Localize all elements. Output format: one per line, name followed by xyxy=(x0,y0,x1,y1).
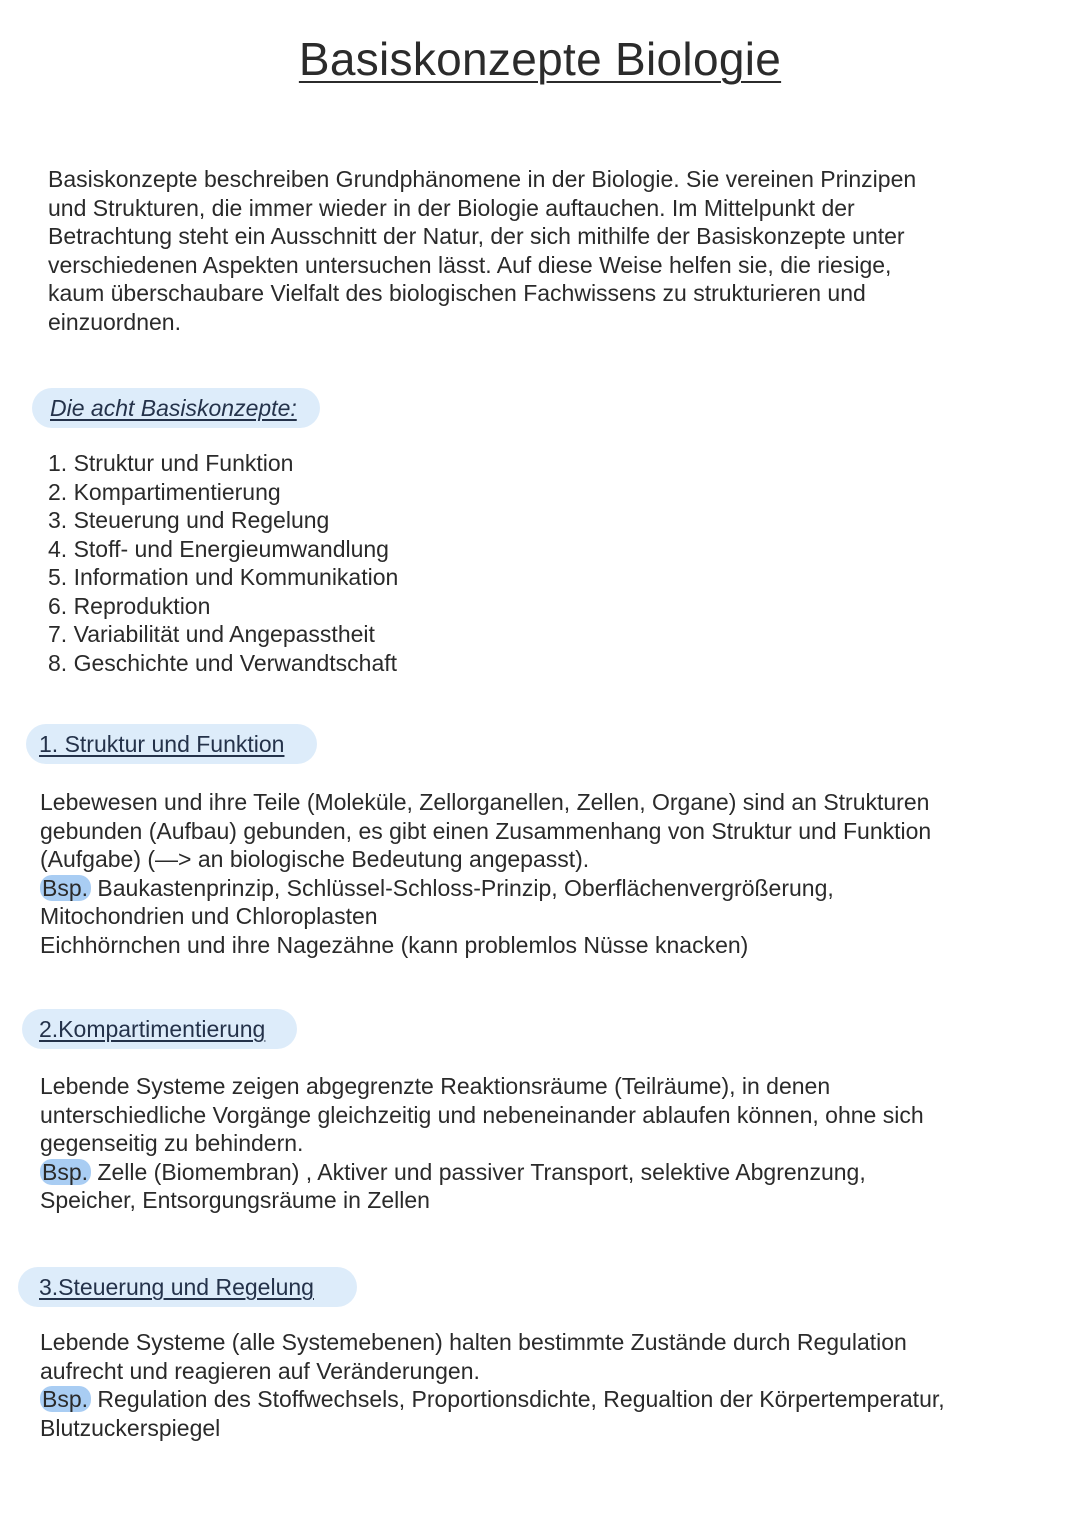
section-line: Lebende Systeme zeigen abgegrenzte Reaktionsräume (Teilräume), in denen xyxy=(40,1073,831,1099)
intro-paragraph xyxy=(48,165,916,337)
section-line: gegenseitig zu behindern. xyxy=(40,1130,304,1157)
section-line: gebunden (Aufbau) gebunden, es gibt einen Zusammenhang von Struktur und Funktion xyxy=(40,817,932,844)
list-item: 4. Stoff- und Energieumwandlung xyxy=(48,535,389,562)
intro-line: verschiedenen Aspekten untersuchen lässt. Auf diese Weise helfen sie, die riesige, xyxy=(48,251,892,278)
section-body-steuerung-regelung xyxy=(40,1328,945,1442)
section-line: aufrecht und reagieren auf Veränderungen. xyxy=(40,1357,480,1384)
list-item: 7. Variabilität und Angepasstheit xyxy=(48,621,375,647)
section-body-struktur-funktion xyxy=(40,788,931,960)
example-line xyxy=(40,1385,945,1414)
section-heading-text: 3.Steuerung und Regelung xyxy=(39,1274,314,1300)
list-item: 6. Reproduktion xyxy=(48,592,211,619)
example-highlight: Bsp. xyxy=(40,1386,91,1412)
section-line: (Aufgabe) (—> an biologische Bedeutung angepasst). xyxy=(40,846,590,873)
list-item: 8. Geschichte und Verwandtschaft xyxy=(48,649,398,676)
list-item: 1. Struktur und Funktion xyxy=(48,450,294,476)
list-item: 3. Steuerung und Regelung xyxy=(48,507,330,533)
list-heading-text: Die acht Basiskonzepte: xyxy=(50,395,297,421)
section-heading-struktur-funktion xyxy=(26,724,317,764)
page-title: Basiskonzepte Biologie xyxy=(298,33,782,85)
intro-line: kaum überschaubare Vielfalt des biologischen Fachwissens zu strukturieren und xyxy=(48,280,866,307)
list-heading xyxy=(32,388,320,428)
example-line xyxy=(40,1158,924,1187)
section-line: Lebewesen und ihre Teile (Moleküle, Zellorganellen, Zellen, Organe) sind an Strukturen xyxy=(40,789,930,815)
intro-line: und Strukturen, die immer wieder in der Biologie auftauchen. Im Mittelpunkt der xyxy=(48,194,855,221)
intro-line: Betrachtung steht ein Ausschnitt der Natur, der sich mithilfe der Basiskonzepte unter xyxy=(48,223,905,250)
intro-line: einzuordnen. xyxy=(48,308,181,335)
section-heading-steuerung-regelung xyxy=(18,1267,357,1307)
section-line: Eichhörnchen und ihre Nagezähne (kann problemlos Nüsse knacken) xyxy=(40,931,749,958)
example-text: Zelle (Biomembran) , Aktiver und passiver Transport, selektive Abgrenzung, xyxy=(91,1158,866,1185)
intro-line: Basiskonzepte beschreiben Grundphänomene in der Biologie. Sie vereinen Prinzipen xyxy=(48,166,917,192)
example-text: Baukastenprinzip, Schlüssel-Schloss-Prinzip, Oberflächenvergrößerung, xyxy=(91,874,834,901)
list-item: 5. Information und Kommunikation xyxy=(48,564,399,590)
section-line: unterschiedliche Vorgänge gleichzeitig und nebeneinander ablaufen können, ohne sich xyxy=(40,1101,924,1128)
section-body-kompartimentierung xyxy=(40,1072,924,1215)
section-line: Mitochondrien und Chloroplasten xyxy=(40,903,378,930)
section-heading-text: 2.Kompartimentierung xyxy=(39,1016,266,1042)
example-text: Regulation des Stoffwechsels, Proportionsdichte, Regualtion der Körpertemperatur, xyxy=(91,1386,945,1413)
list-item: 2. Kompartimentierung xyxy=(48,478,281,505)
example-highlight: Bsp. xyxy=(40,1159,91,1185)
concept-list xyxy=(48,449,398,677)
section-heading-text: 1. Struktur und Funktion xyxy=(39,731,285,757)
section-heading-kompartimentierung xyxy=(22,1009,297,1049)
example-highlight: Bsp. xyxy=(40,875,91,901)
section-line: Blutzuckerspiegel xyxy=(40,1414,221,1441)
example-line xyxy=(40,874,931,903)
section-line: Speicher, Entsorgungsräume in Zellen xyxy=(40,1187,430,1214)
section-line: Lebende Systeme (alle Systemebenen) halten bestimmte Zustände durch Regulation xyxy=(40,1329,907,1355)
